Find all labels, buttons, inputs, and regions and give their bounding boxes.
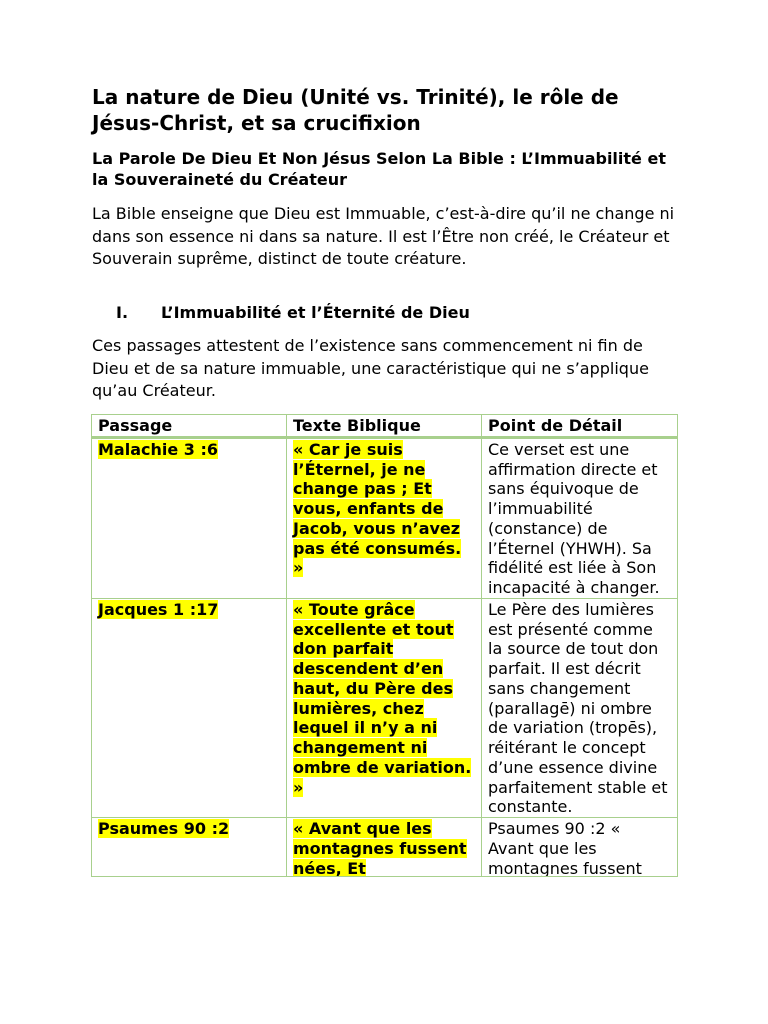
bible-passages-table	[91, 414, 678, 877]
bible-text: « Avant que les montagnes fussent nées, Et	[293, 819, 467, 876]
bible-text: « Toute grâce excellente et tout don parfait descendent d’en haut, du Père des lumières, chez lequel il n’y a ni changement ni ombre de variation. »	[293, 599, 472, 797]
table-row	[92, 437, 678, 598]
text-cell	[287, 818, 482, 877]
passage-cell	[92, 598, 287, 817]
detail-text: Psaumes 90 :2 « Avant que les montagnes fussent	[488, 819, 642, 876]
document-subtitle: La Parole De Dieu Et Non Jésus Selon La Bible : L’Immuabilité et la Souveraineté du Créateur	[92, 149, 666, 189]
intro-paragraph: La Bible enseigne que Dieu est Immuable, c’est-à-dire qu’il ne change ni dans son essence ni dans sa nature. Il est l’Être non créé, le Créateur et Souverain suprême, distinct de toute créature.	[92, 204, 675, 268]
passage-reference: Malachie 3 :6	[98, 439, 219, 459]
passage-reference: Jacques 1 :17	[98, 599, 219, 619]
section-paragraph: Ces passages attestent de l’existence sans commencement ni fin de Dieu et de sa nature immuable, une caractéristique qui ne s’applique qu’au Créateur.	[92, 336, 649, 400]
header-passage: Passage	[92, 415, 287, 438]
passage-cell	[92, 437, 287, 598]
detail-cell: Le Père des lumières est présenté comme la source de tout don parfait. Il est décrit sans changement (parallagē) ni ombre de variation (tropēs), réitérant le concept d’une essence divine parfaitement stable et constante.	[482, 598, 678, 817]
passage-reference: Psaumes 90 :2	[98, 819, 230, 838]
section-heading	[116, 302, 470, 323]
document-title: La nature de Dieu (Unité vs. Trinité), le rôle de Jésus-Christ, et sa crucifixion	[92, 85, 619, 135]
text-cell	[287, 598, 482, 817]
section-title: L’Immuabilité et l’Éternité de Dieu	[161, 303, 470, 322]
passage-cell	[92, 818, 287, 877]
table-row	[92, 818, 678, 877]
header-texte-biblique: Texte Biblique	[287, 415, 482, 438]
section-number: I.	[116, 303, 129, 322]
table-row	[92, 598, 678, 817]
text-cell	[287, 437, 482, 598]
detail-cell	[482, 818, 678, 877]
table-header-row	[92, 415, 678, 438]
header-point-de-detail: Point de Détail	[482, 415, 678, 438]
bible-text: « Car je suis l’Éternel, je ne change pas ; Et vous, enfants de Jacob, vous n’avez pas été consumés. »	[293, 439, 462, 578]
detail-cell: Ce verset est une affirmation directe et sans équivoque de l’immuabilité (constance) de l’Éternel (YHWH). Sa fidélité est liée à Son incapacité à changer.	[482, 437, 678, 598]
